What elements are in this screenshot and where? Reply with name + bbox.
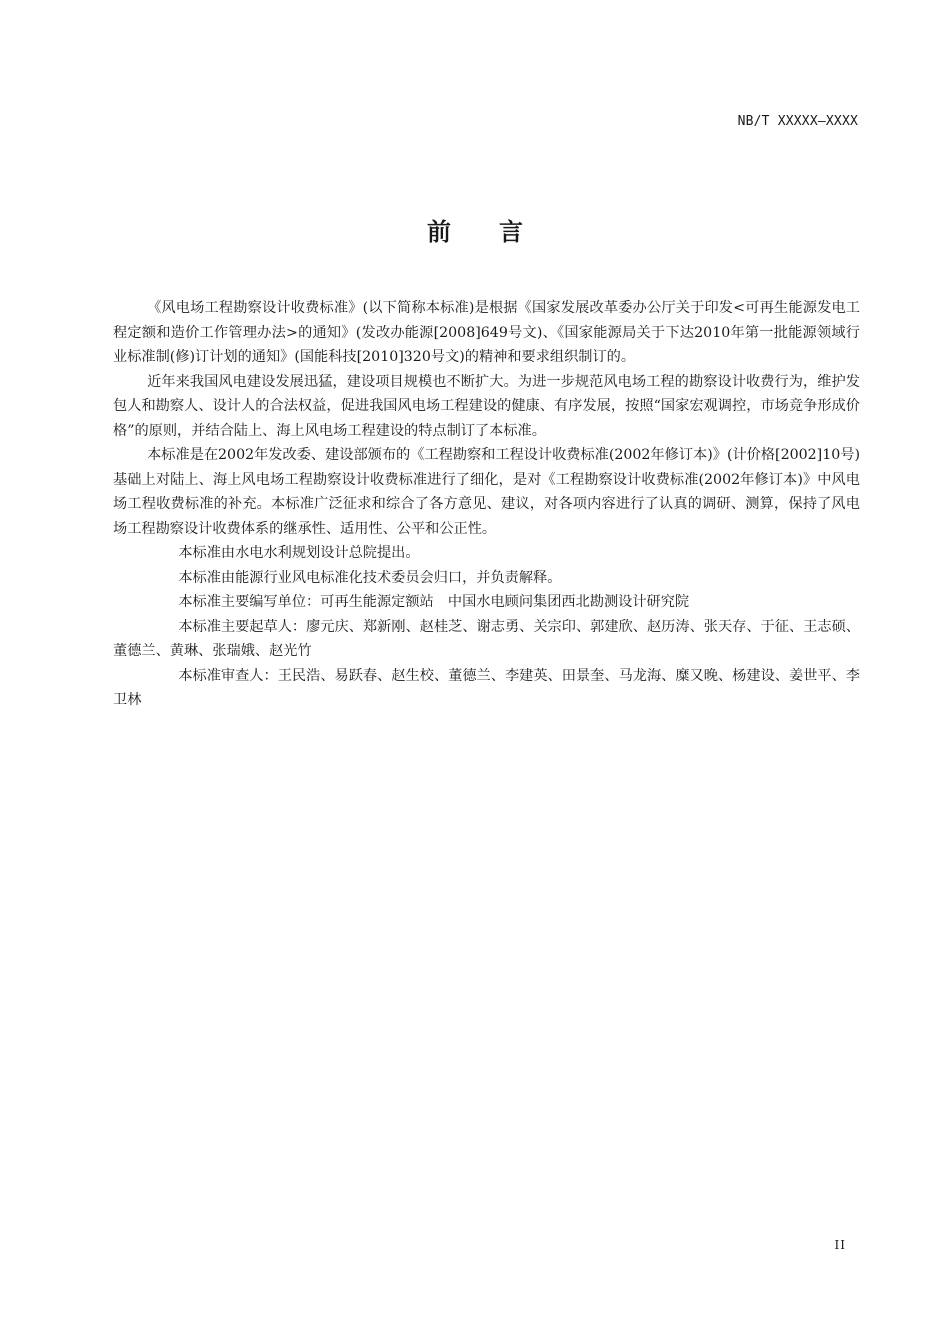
paragraph-relation: 本标准是在2002年发改委、建设部颁布的《工程勘察和工程设计收费标准(2002年修订本)》(计价格[2002]10号)基础上对陆上、海上风电场工程勘察设计收费标准进行了细化，是对《工程勘察设计收费标准(2002年修订本)》中风电场工程收费标准的补充。本标准广泛征求和综合了各方意见、建议，对各项内容进行了认真的调研、测算，保持了风电场工程勘察设计收费体系的继承性、适用性、公平和公正性。	[113, 447, 860, 537]
page-title: 前言	[427, 218, 571, 246]
document-code: NB/T XXXXX—XXXX	[737, 114, 858, 129]
paragraph-administrator: 本标准由能源行业风电标准化技术委员会归口，并负责解释。	[178, 569, 562, 586]
paragraph-drafting-units: 本标准主要编写单位：可再生能源定额站 中国水电顾问集团西北勘测设计研究院	[178, 594, 690, 610]
paragraph-proposer: 本标准由水电水利规划设计总院提出。	[178, 545, 420, 561]
page-number: II	[834, 1238, 846, 1252]
body-text	[113, 296, 860, 713]
paragraph-drafters: 本标准主要起草人：廖元庆、郑新刚、赵桂芝、谢志勇、关宗印、郭建欣、赵历涛、张天存、于征、王志硕、董德兰、黄琳、张瑞娥、赵光竹	[113, 618, 860, 659]
paragraph-background: 近年来我国风电建设发展迅猛，建设项目规模也不断扩大。为进一步规范风电场工程的勘察设计收费行为，维护发包人和勘察人、设计人的合法权益，促进我国风电场工程建设的健康、有序发展，按照“国家宏观调控，市场竞争形成价格”的原则，并结合陆上、海上风电场工程建设的特点制订了本标准。	[113, 373, 860, 439]
paragraph-reviewers: 本标准审查人：王民浩、易跃春、赵生校、董德兰、李建英、田景奎、马龙海、糜又晚、杨建设、姜世平、李卫林	[113, 667, 860, 708]
paragraph-basis: 《风电场工程勘察设计收费标准》(以下简称本标准)是根据《国家发展改革委办公厅关于印发<可再生能源发电工程定额和造价工作管理办法>的通知》(发改办能源[2008]649号文)、《国家能源局关于下达2010年第一批能源领域行业标准制(修)订计划的通知》(国能科技[2010]320号文)的精神和要求组织制订的。	[113, 300, 860, 365]
